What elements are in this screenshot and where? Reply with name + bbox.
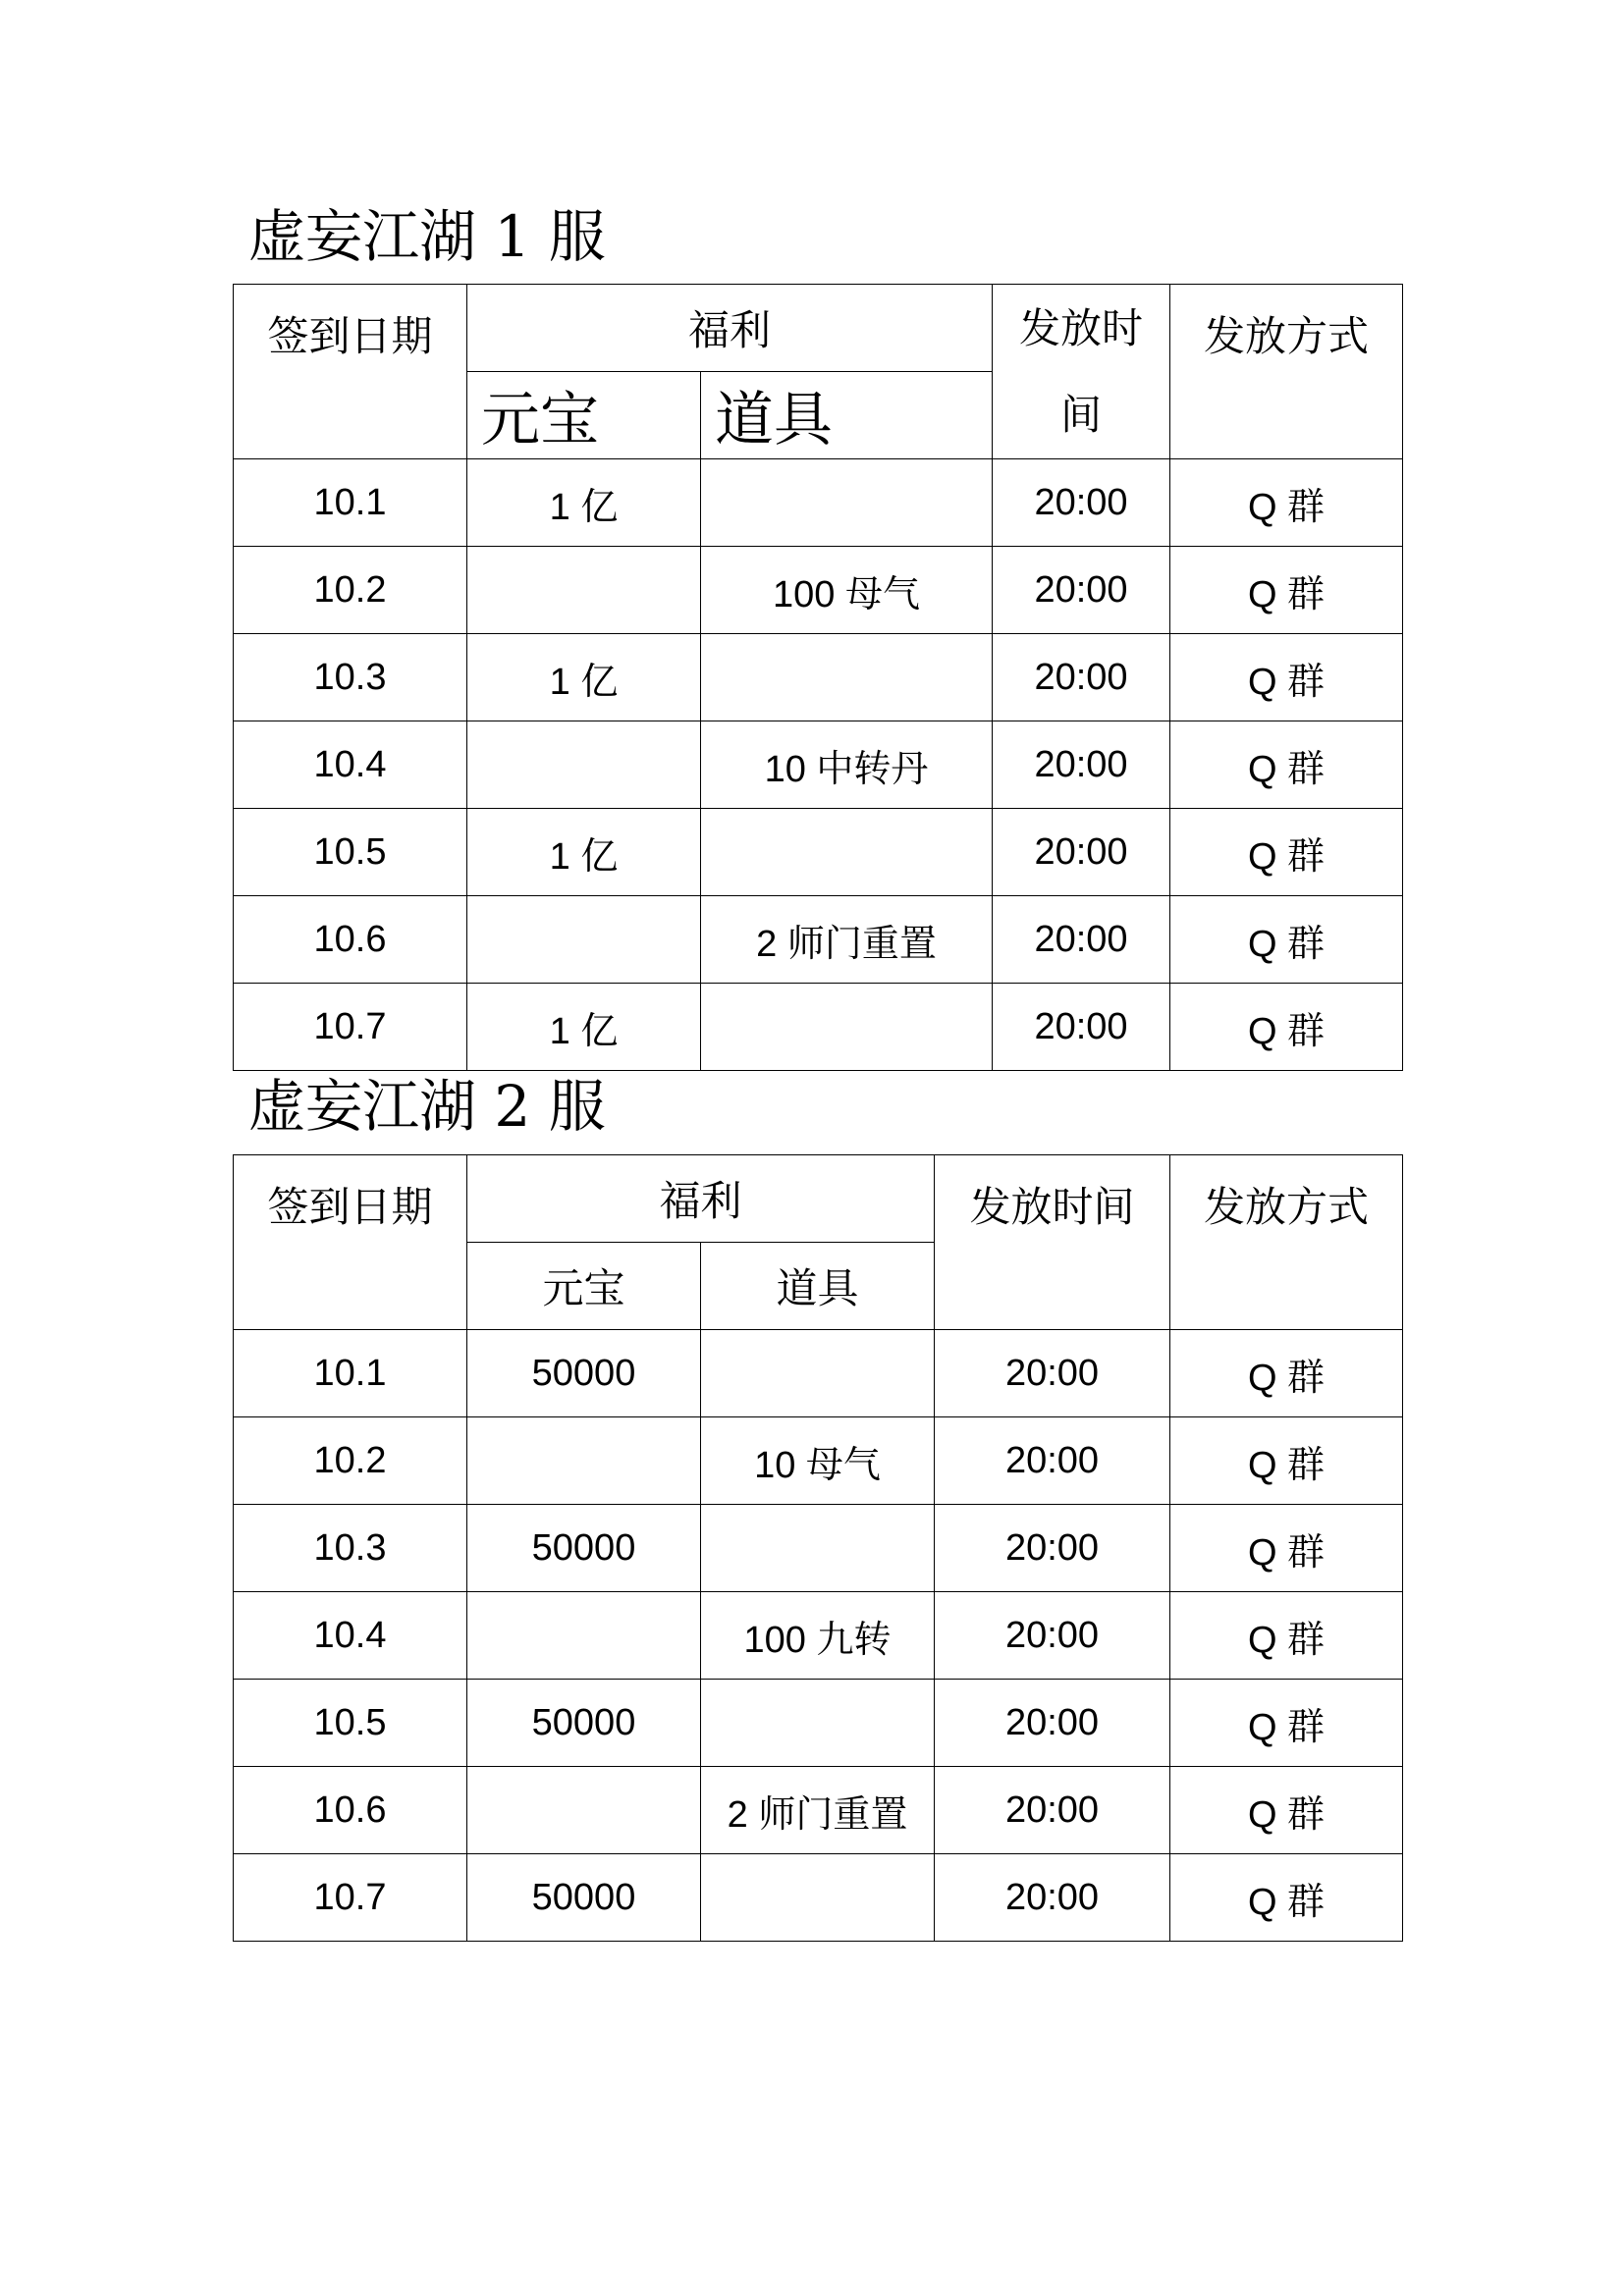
cell-date: 10.7	[234, 984, 467, 1071]
header-time	[993, 285, 1170, 459]
cell-method: Q 群	[1170, 1767, 1403, 1854]
cell-method: Q 群	[1170, 1417, 1403, 1505]
table-row	[234, 809, 1403, 896]
cell-item: 2 师门重置	[701, 896, 993, 984]
cell-yuanbao	[467, 547, 701, 634]
cell-method: Q 群	[1170, 721, 1403, 809]
cell-date: 10.3	[234, 1505, 467, 1592]
cell-time: 20:00	[993, 634, 1170, 721]
header-method: 发放方式	[1170, 1155, 1403, 1330]
cell-method: Q 群	[1170, 1330, 1403, 1417]
cell-time: 20:00	[993, 984, 1170, 1071]
cell-yuanbao: 1 亿	[467, 984, 701, 1071]
header-item: 道具	[701, 1243, 935, 1330]
cell-method: Q 群	[1170, 634, 1403, 721]
cell-yuanbao	[467, 1417, 701, 1505]
cell-method: Q 群	[1170, 1592, 1403, 1680]
cell-item	[701, 1680, 935, 1767]
cell-date: 10.1	[234, 1330, 467, 1417]
cell-date: 10.6	[234, 896, 467, 984]
cell-yuanbao: 1 亿	[467, 634, 701, 721]
header-yuanbao: 元宝	[467, 1243, 701, 1330]
cell-method: Q 群	[1170, 896, 1403, 984]
cell-yuanbao	[467, 1592, 701, 1680]
cell-item	[701, 1330, 935, 1417]
header-date: 签到日期	[234, 1155, 467, 1330]
table-row	[234, 1505, 1403, 1592]
cell-time: 20:00	[993, 896, 1170, 984]
cell-item: 100 九转	[701, 1592, 935, 1680]
cell-yuanbao: 50000	[467, 1680, 701, 1767]
server1-table	[233, 284, 1403, 1071]
cell-method: Q 群	[1170, 1505, 1403, 1592]
cell-item	[701, 1854, 935, 1942]
cell-item	[701, 1505, 935, 1592]
cell-item	[701, 809, 993, 896]
header-item: 道具	[701, 372, 993, 459]
cell-item: 10 中转丹	[701, 721, 993, 809]
cell-date: 10.3	[234, 634, 467, 721]
table-row	[234, 1680, 1403, 1767]
cell-yuanbao	[467, 1767, 701, 1854]
cell-date: 10.1	[234, 459, 467, 547]
header-time-line2: 间	[1059, 390, 1102, 439]
cell-item	[701, 459, 993, 547]
cell-yuanbao	[467, 721, 701, 809]
cell-item	[701, 634, 993, 721]
header-welfare: 福利	[467, 1155, 935, 1243]
cell-item	[701, 984, 993, 1071]
server1-title: 虚妄江湖 1 服	[248, 203, 606, 270]
cell-item: 2 师门重置	[701, 1767, 935, 1854]
header-time-line1: 发放时	[1018, 303, 1143, 352]
table-row	[234, 1767, 1403, 1854]
cell-date: 10.7	[234, 1854, 467, 1942]
cell-time: 20:00	[993, 809, 1170, 896]
cell-yuanbao	[467, 896, 701, 984]
cell-item: 100 母气	[701, 547, 993, 634]
cell-date: 10.4	[234, 1592, 467, 1680]
table-row	[234, 721, 1403, 809]
cell-time: 20:00	[935, 1330, 1170, 1417]
cell-date: 10.4	[234, 721, 467, 809]
cell-method: Q 群	[1170, 459, 1403, 547]
cell-date: 10.6	[234, 1767, 467, 1854]
cell-time: 20:00	[993, 547, 1170, 634]
table-row	[234, 547, 1403, 634]
cell-date: 10.2	[234, 547, 467, 634]
table-row	[234, 1592, 1403, 1680]
cell-time: 20:00	[935, 1592, 1170, 1680]
server2-title: 虚妄江湖 2 服	[248, 1073, 606, 1140]
cell-time: 20:00	[935, 1854, 1170, 1942]
table-row	[234, 896, 1403, 984]
cell-yuanbao: 50000	[467, 1330, 701, 1417]
server2-table	[233, 1154, 1403, 1942]
header-date: 签到日期	[234, 285, 467, 459]
cell-time: 20:00	[993, 721, 1170, 809]
cell-yuanbao: 50000	[467, 1505, 701, 1592]
header-welfare: 福利	[467, 285, 993, 372]
cell-date: 10.5	[234, 809, 467, 896]
header-time: 发放时间	[935, 1155, 1170, 1330]
cell-time: 20:00	[935, 1680, 1170, 1767]
table-row	[234, 634, 1403, 721]
table-row	[234, 984, 1403, 1071]
cell-time: 20:00	[935, 1505, 1170, 1592]
table-row	[234, 1417, 1403, 1505]
cell-time: 20:00	[935, 1417, 1170, 1505]
table-row	[234, 1854, 1403, 1942]
table-row	[234, 1330, 1403, 1417]
cell-time: 20:00	[935, 1767, 1170, 1854]
cell-method: Q 群	[1170, 1680, 1403, 1767]
cell-yuanbao: 1 亿	[467, 809, 701, 896]
header-method: 发放方式	[1170, 285, 1403, 459]
cell-time: 20:00	[993, 459, 1170, 547]
cell-method: Q 群	[1170, 809, 1403, 896]
cell-yuanbao: 1 亿	[467, 459, 701, 547]
cell-date: 10.2	[234, 1417, 467, 1505]
cell-method: Q 群	[1170, 984, 1403, 1071]
cell-yuanbao: 50000	[467, 1854, 701, 1942]
header-yuanbao: 元宝	[467, 372, 701, 459]
cell-method: Q 群	[1170, 547, 1403, 634]
cell-item: 10 母气	[701, 1417, 935, 1505]
cell-method: Q 群	[1170, 1854, 1403, 1942]
table-row	[234, 459, 1403, 547]
cell-date: 10.5	[234, 1680, 467, 1767]
